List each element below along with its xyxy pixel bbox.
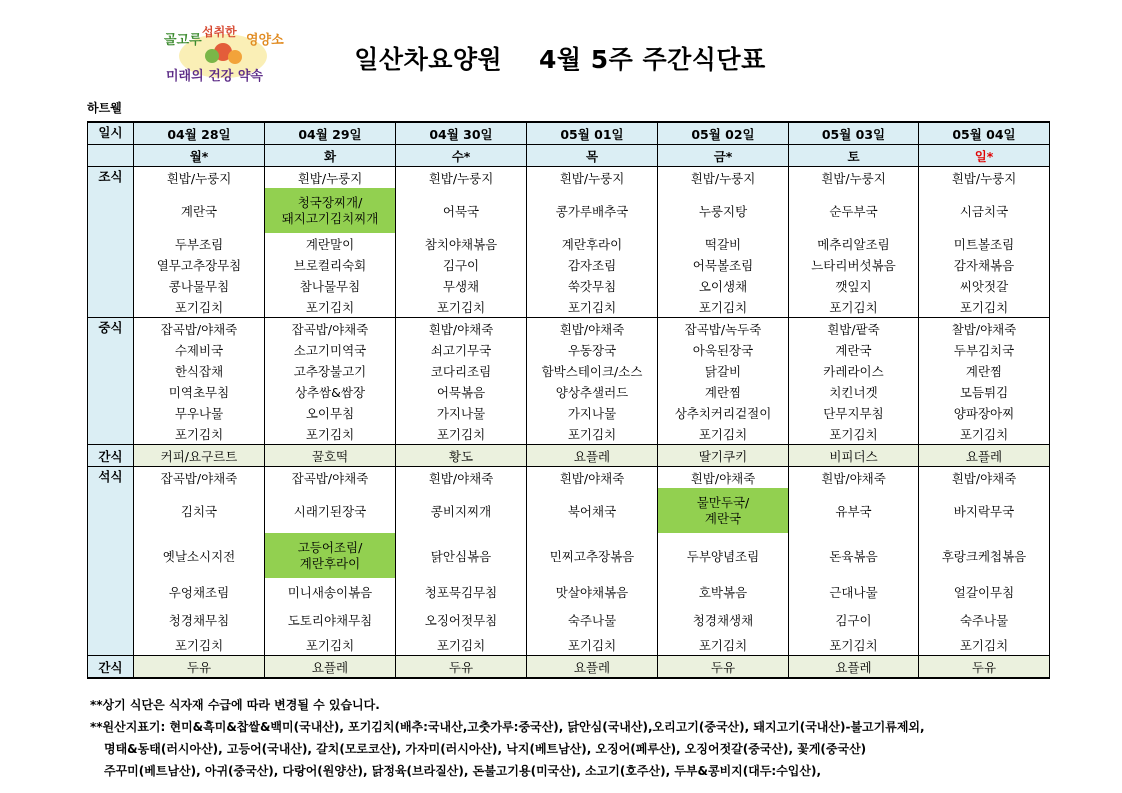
menu-item: 양상추샐러드: [527, 381, 658, 402]
date-cell: 05월 02일: [658, 122, 789, 145]
menu-item: 잡곡밥/야채죽: [134, 467, 265, 489]
menu-item: 느타리버섯볶음: [789, 254, 919, 275]
notes: [90, 694, 925, 782]
menu-item: 포기김치: [527, 423, 658, 445]
menu-item: 청포묵김무침: [396, 578, 527, 606]
menu-item-line: 물만두국/: [696, 494, 750, 510]
day-cell: 일*: [919, 145, 1050, 167]
logo-image: [160, 22, 286, 86]
menu-item: 북어채국: [527, 488, 658, 533]
menu-item: 닭안심볶음: [396, 533, 527, 578]
menu-item: 미역초무침: [134, 381, 265, 402]
menu-item: 흰밥/누룽지: [919, 167, 1050, 189]
menu-row: [88, 578, 1050, 606]
menu-item: 오이생채: [658, 275, 789, 296]
menu-item: 미트볼조림: [919, 233, 1050, 254]
snack-item: 황도: [396, 445, 527, 467]
menu-row: [88, 423, 1050, 445]
snack-item: 비피더스: [789, 445, 919, 467]
menu-item: 카레라이스: [789, 360, 919, 381]
note-origin: **원산지표기: 현미&흑미&찹쌀&백미(국내산), 포기김치(배추:국내산,고춧가루:중국산), 닭안심(국내산),오리고기(중국산), 돼지고기(국내산)-불고기류제외,: [90, 720, 925, 734]
menu-item: 양파장아찌: [919, 402, 1050, 423]
svg-text:골고루: 골고루: [164, 33, 202, 48]
menu-item: 잡곡밥/야채죽: [265, 467, 396, 489]
menu-item: 시래기된장국: [265, 488, 396, 533]
menu-item: 쇠고기무국: [396, 339, 527, 360]
snack-item: 두유: [919, 656, 1050, 679]
date-cell: 04월 29일: [265, 122, 396, 145]
menu-item: 순두부국: [789, 188, 919, 233]
menu-item: 포기김치: [134, 296, 265, 318]
menu-row: [88, 254, 1050, 275]
dinner-label: 석식: [88, 467, 134, 656]
menu-item: 얼갈이무침: [919, 578, 1050, 606]
menu-item: 흰밥/누룽지: [789, 167, 919, 189]
date-cell: 05월 01일: [527, 122, 658, 145]
menu-item: 어묵국: [396, 188, 527, 233]
menu-item: 흰밥/누룽지: [527, 167, 658, 189]
note-origin-3: 주꾸미(베트남산), 아귀(중국산), 다랑어(원양산), 닭정육(브라질산), 돈불고기용(미국산), 소고기(호주산), 두부&콩비지(대두:수입산),: [104, 764, 822, 778]
snack-item: 꿀호떡: [265, 445, 396, 467]
menu-item: 감자채볶음: [919, 254, 1050, 275]
menu-item: [658, 488, 789, 533]
svg-text:섭취한: 섭취한: [202, 25, 237, 39]
menu-item: 계란말이: [265, 233, 396, 254]
menu-item: 계란찜: [919, 360, 1050, 381]
menu-item: 포기김치: [658, 296, 789, 318]
menu-item: 김구이: [789, 606, 919, 634]
menu-item: 어묵볼조림: [658, 254, 789, 275]
menu-item: 아욱된장국: [658, 339, 789, 360]
day-cell: 수*: [396, 145, 527, 167]
menu-item: 포기김치: [789, 296, 919, 318]
menu-item: 포기김치: [919, 296, 1050, 318]
menu-item: 가지나물: [396, 402, 527, 423]
menu-item: 두부조림: [134, 233, 265, 254]
menu-item: 포기김치: [658, 423, 789, 445]
menu-item: 코다리조림: [396, 360, 527, 381]
day-cell: 토: [789, 145, 919, 167]
menu-item: 포기김치: [265, 296, 396, 318]
menu-row: [88, 533, 1050, 578]
snack-label: 간식: [88, 445, 134, 467]
menu-item: 흰밥/야채죽: [396, 318, 527, 340]
snack-item: 딸기쿠키: [658, 445, 789, 467]
menu-item: 포기김치: [789, 634, 919, 656]
menu-item: 열무고추장무침: [134, 254, 265, 275]
day-cell: 화: [265, 145, 396, 167]
facility-badge: 하트웰: [87, 101, 122, 115]
menu-item: 오징어젓무침: [396, 606, 527, 634]
menu-row: [88, 360, 1050, 381]
breakfast-label: 조식: [88, 167, 134, 318]
menu-item: 흰밥/누룽지: [265, 167, 396, 189]
snack-item: 두유: [658, 656, 789, 679]
menu-item: 잡곡밥/녹두죽: [658, 318, 789, 340]
menu-item-line: 고등어조림/: [297, 539, 363, 555]
menu-item: 콩나물무침: [134, 275, 265, 296]
weekly-menu-table: [87, 121, 1050, 679]
date-cell: 05월 04일: [919, 122, 1050, 145]
menu-item: 미니새송이볶음: [265, 578, 396, 606]
logo: [160, 22, 286, 86]
menu-row: [88, 606, 1050, 634]
menu-item: 포기김치: [396, 423, 527, 445]
menu-item: 잡곡밥/야채죽: [134, 318, 265, 340]
snack-item: 요플레: [527, 445, 658, 467]
menu-item: 포기김치: [134, 634, 265, 656]
date-cell: 05월 03일: [789, 122, 919, 145]
menu-item: 우동장국: [527, 339, 658, 360]
menu-row: [88, 296, 1050, 318]
menu-item: 흰밥/야채죽: [396, 467, 527, 489]
menu-item: 후랑크케첩볶음: [919, 533, 1050, 578]
menu-item: 포기김치: [265, 423, 396, 445]
menu-item: 호박볶음: [658, 578, 789, 606]
menu-item-line: 청국장찌개/: [297, 194, 363, 210]
menu-item: 흰밥/누룽지: [134, 167, 265, 189]
menu-item: 숙주나물: [919, 606, 1050, 634]
day-label-empty: [88, 145, 134, 167]
menu-item: 참치야채볶음: [396, 233, 527, 254]
date-cell: 04월 28일: [134, 122, 265, 145]
day-cell: 월*: [134, 145, 265, 167]
menu-item: 흰밥/야채죽: [527, 467, 658, 489]
note-origin-2: 명태&동태(러시아산), 고등어(국내산), 갈치(모로코산), 가자미(러시아산), 낙지(베트남산), 오징어(페루산), 오징어젓갈(중국산), 꽃게(중국산): [104, 742, 867, 756]
menu-item: 두부양념조림: [658, 533, 789, 578]
menu-item: 청경채생채: [658, 606, 789, 634]
day-cell: 목: [527, 145, 658, 167]
menu-item: 닭갈비: [658, 360, 789, 381]
snack-item: 두유: [134, 656, 265, 679]
menu-item: 흰밥/야채죽: [658, 467, 789, 489]
menu-item: 어묵볶음: [396, 381, 527, 402]
menu-item: 브로컬리숙회: [265, 254, 396, 275]
menu-row: [88, 488, 1050, 533]
lunch-label: 중식: [88, 318, 134, 445]
menu-item: 청경채무침: [134, 606, 265, 634]
menu-item: [265, 188, 396, 233]
menu-item-line: 계란국: [704, 510, 742, 526]
menu-item: 찰밥/야채죽: [919, 318, 1050, 340]
menu-item-line: 돼지고기김치찌개: [281, 210, 379, 226]
menu-item: 계란국: [134, 188, 265, 233]
menu-item: 민찌고추장볶음: [527, 533, 658, 578]
menu-item: 소고기미역국: [265, 339, 396, 360]
menu-item: 메추리알조림: [789, 233, 919, 254]
menu-item: 김구이: [396, 254, 527, 275]
menu-item: 감자조림: [527, 254, 658, 275]
menu-item: 참나물무침: [265, 275, 396, 296]
snack-item: 요플레: [265, 656, 396, 679]
snack-item: 두유: [396, 656, 527, 679]
menu-item: 고추장불고기: [265, 360, 396, 381]
menu-item: 단무지무침: [789, 402, 919, 423]
menu-item: 포기김치: [134, 423, 265, 445]
day-cell: 금*: [658, 145, 789, 167]
snack-item: 커피/요구르트: [134, 445, 265, 467]
menu-item: 시금치국: [919, 188, 1050, 233]
snack-label: 간식: [88, 656, 134, 679]
header-label: 일시: [88, 122, 134, 145]
menu-item: 흰밥/누룽지: [658, 167, 789, 189]
menu-item: 무생채: [396, 275, 527, 296]
menu-row: [88, 381, 1050, 402]
menu-item: 콩비지찌개: [396, 488, 527, 533]
menu-item: 흰밥/야채죽: [919, 467, 1050, 489]
menu-item: 포기김치: [396, 634, 527, 656]
menu-item: 김치국: [134, 488, 265, 533]
menu-row: [88, 275, 1050, 296]
date-cell: 04월 30일: [396, 122, 527, 145]
menu-item-line: 계란후라이: [299, 555, 361, 571]
menu-item: 포기김치: [919, 634, 1050, 656]
menu-item: 포기김치: [396, 296, 527, 318]
menu-row: [88, 318, 1050, 340]
menu-item: [265, 533, 396, 578]
snack-item: 요플레: [919, 445, 1050, 467]
menu-item: 계란찜: [658, 381, 789, 402]
menu-item: 포기김치: [789, 423, 919, 445]
menu-item: 무우나물: [134, 402, 265, 423]
menu-row: [88, 188, 1050, 233]
menu-item: 포기김치: [265, 634, 396, 656]
menu-item: 돈육볶음: [789, 533, 919, 578]
menu-item: 가지나물: [527, 402, 658, 423]
menu-item: 흰밥/야채죽: [789, 467, 919, 489]
menu-item: 포기김치: [658, 634, 789, 656]
menu-item: 씨앗젓갈: [919, 275, 1050, 296]
svg-text:영양소: 영양소: [246, 33, 284, 48]
note-change: **상기 식단은 식자재 수급에 따라 변경될 수 있습니다.: [90, 698, 380, 712]
menu-item: 모듬튀김: [919, 381, 1050, 402]
menu-item: 두부김치국: [919, 339, 1050, 360]
menu-item: 함박스테이크/소스: [527, 360, 658, 381]
menu-item: 잡곡밥/야채죽: [265, 318, 396, 340]
menu-item: 콩가루배추국: [527, 188, 658, 233]
menu-item: 흰밥/누룽지: [396, 167, 527, 189]
menu-item: 계란국: [789, 339, 919, 360]
svg-text:미래의 건강 약속: 미래의 건강 약속: [166, 69, 263, 84]
menu-item: 흰밥/팥죽: [789, 318, 919, 340]
menu-item: 포기김치: [919, 423, 1050, 445]
menu-item: 치킨너겟: [789, 381, 919, 402]
menu-row: [88, 467, 1050, 489]
menu-row: [88, 634, 1050, 656]
menu-item: 숙주나물: [527, 606, 658, 634]
menu-item: 포기김치: [527, 296, 658, 318]
menu-item: 떡갈비: [658, 233, 789, 254]
menu-item: 도토리야채무침: [265, 606, 396, 634]
menu-item: 우엉채조림: [134, 578, 265, 606]
snack-item: 요플레: [789, 656, 919, 679]
menu-item: 흰밥/야채죽: [527, 318, 658, 340]
menu-item: 오이무침: [265, 402, 396, 423]
menu-row: [88, 402, 1050, 423]
menu-item: 수제비국: [134, 339, 265, 360]
menu-item: 맛살야채볶음: [527, 578, 658, 606]
menu-item: 쑥갓무침: [527, 275, 658, 296]
menu-row: [88, 233, 1050, 254]
menu-item: 근대나물: [789, 578, 919, 606]
menu-item: 바지락무국: [919, 488, 1050, 533]
snack-item: 요플레: [527, 656, 658, 679]
menu-item: 한식잡채: [134, 360, 265, 381]
menu-item: 유부국: [789, 488, 919, 533]
menu-item: 포기김치: [527, 634, 658, 656]
menu-row: [88, 339, 1050, 360]
menu-item: 누룽지탕: [658, 188, 789, 233]
menu-row: [88, 167, 1050, 189]
menu-item: 깻잎지: [789, 275, 919, 296]
menu-item: 상추쌈&쌈장: [265, 381, 396, 402]
page-title: 일산차요양원 4월 5주 주간식단표: [354, 45, 766, 74]
menu-item: 옛날소시지전: [134, 533, 265, 578]
menu-item: 상추치커리겉절이: [658, 402, 789, 423]
menu-item: 계란후라이: [527, 233, 658, 254]
